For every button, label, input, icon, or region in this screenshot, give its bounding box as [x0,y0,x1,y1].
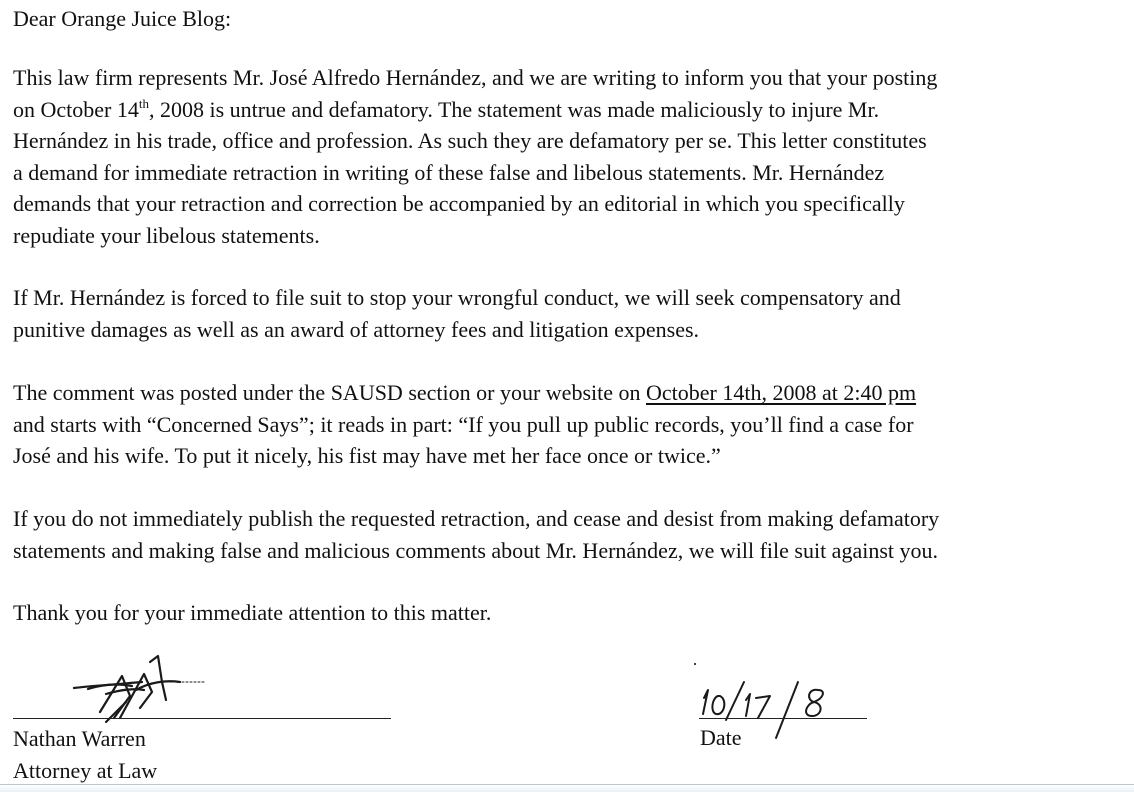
paragraph-line: demands that your retraction and correction be accompanied by an editorial in which you specifically [13,191,905,216]
paragraph-line: Hernández in his trade, office and profession. As such they are defamatory per se. This letter constitutes [13,128,927,153]
paragraph-line [13,377,916,409]
date-label: Date [700,725,742,750]
paragraph-line: a demand for immediate retraction in writing of these false and libelous statements. Mr. Hernández [13,159,885,185]
window-bottom-edge [0,784,1134,792]
date-line [699,718,867,719]
salutation [13,3,231,35]
paragraph-line: Thank you for your immediate attention to this matter. [13,600,492,625]
paragraph-line: repudiate your libelous statements. [13,222,320,248]
paragraph-line [13,94,937,126]
text-fragment: on October 14 [13,96,139,122]
paragraph-retraction-demand [13,62,937,251]
paragraph-cease-desist [13,503,939,566]
paragraph-line: and starts with “Concerned Says”; it reads in part: “If you pull up public records, you’ll find a case for [13,411,914,437]
paragraph-comment-quote [13,377,916,472]
signer-block [13,723,157,787]
paragraph-thanks [13,597,491,629]
text-fragment: , 2008 is untrue and defamatory. The statement was made maliciously to injure Mr. [148,96,880,122]
salutation-text: Dear Orange Juice Blog: [13,6,232,31]
underlined-date-time: October 14th, 2008 at 2:40 pm [646,380,917,405]
ordinal-superscript: th [138,95,149,111]
paragraph-line: statements and making false and malicious comments about Mr. Hernández, we will file suit against you. [13,537,938,563]
paragraph-line: This law firm represents Mr. José Alfredo Hernández, and we are writing to inform you that your posting [13,65,938,90]
paragraph-lawsuit-warning [13,282,901,345]
signature-line [13,718,391,719]
text-fragment: The comment was posted under the SAUSD section or your website on [13,380,646,405]
signer-title: Attorney at Law [13,758,158,783]
paragraph-line: If you do not immediately publish the requested retraction, and cease and desist from making defamatory [13,506,940,531]
paragraph-line: If Mr. Hernández is forced to file suit to stop your wrongful conduct, we will seek compensatory and [13,285,901,310]
scan-speck [694,663,696,665]
paragraph-line: José and his wife. To put it nicely, his fist may have met her face once or twice.” [13,443,721,468]
handwritten-signature [70,652,210,724]
signer-name: Nathan Warren [13,726,146,751]
paragraph-line: punitive damages as well as an award of attorney fees and litigation expenses. [13,316,700,342]
